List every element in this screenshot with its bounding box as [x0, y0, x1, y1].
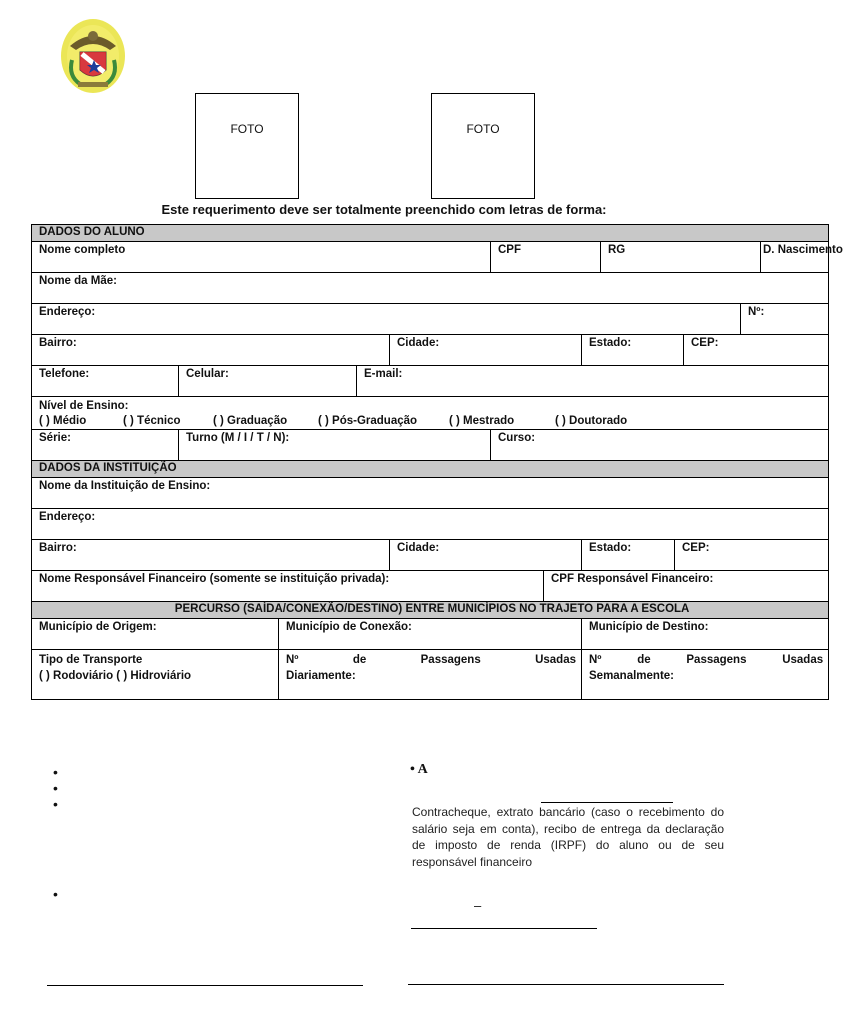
field-cidade[interactable]: Cidade:: [390, 335, 582, 366]
option-medio[interactable]: ( ) Médio: [39, 415, 87, 427]
field-celular[interactable]: Celular:: [179, 366, 357, 397]
signature-line-left[interactable]: [47, 985, 363, 986]
option-pos-graduacao[interactable]: ( ) Pós-Graduação: [318, 415, 418, 427]
field-curso[interactable]: Curso:: [491, 430, 829, 461]
field-municipio-conexao[interactable]: Município de Conexão:: [279, 619, 582, 650]
photo-box-1[interactable]: [195, 93, 299, 199]
required-documents-text: Contracheque, extrato bancário (caso o recebimento do salário seja em conta), recibo de entrega da declaração de imposto de renda (IRPF) do aluno ou de seu responsável financeiro: [412, 805, 724, 869]
field-cpf-responsavel[interactable]: CPF Responsável Financeiro:: [544, 571, 829, 602]
photo-label: FOTO: [230, 122, 264, 136]
registration-form-table: [31, 224, 843, 700]
field-numero[interactable]: Nº:: [741, 304, 829, 335]
state-crest-logo: [58, 16, 128, 96]
field-responsavel-financeiro[interactable]: Nome Responsável Financeiro (somente se instituição privada):: [32, 571, 544, 602]
signature-line-right[interactable]: [408, 984, 724, 985]
passagens-word: Passagens: [420, 654, 481, 666]
field-bairro-instituicao[interactable]: Bairro:: [32, 540, 390, 571]
field-telefone[interactable]: Telefone:: [32, 366, 179, 397]
bullet-1: •: [53, 764, 58, 780]
photo-box-2[interactable]: [431, 93, 535, 199]
field-serie[interactable]: Série:: [32, 430, 179, 461]
signature-line-short: [541, 802, 673, 803]
passagens-word: de: [637, 654, 651, 666]
form-instruction: Este requerimento deve ser totalmente preenchido com letras de forma:: [161, 202, 607, 217]
section-percurso: [32, 602, 829, 619]
field-email[interactable]: E-mail:: [357, 366, 829, 397]
field-passagens-diarias[interactable]: [279, 650, 582, 700]
right-bullet-dot: •: [410, 762, 415, 777]
bullet-3: •: [53, 796, 58, 812]
section-title: PERCURSO (SAÍDA/CONEXÃO/DESTINO) ENTRE MUNICÍPIOS NO TRAJETO PARA A ESCOLA: [32, 602, 829, 619]
passagens-word: de: [352, 654, 367, 666]
date-line: [411, 928, 597, 929]
nivel-ensino-label: Nível de Ensino:: [39, 400, 129, 412]
passagens-semanais-end: Semanalmente:: [589, 670, 675, 682]
field-nome-instituicao[interactable]: Nome da Instituição de Ensino:: [32, 478, 829, 509]
field-tipo-transporte[interactable]: [32, 650, 279, 700]
field-data-nascimento[interactable]: D. Nascimento: [761, 242, 829, 273]
field-estado[interactable]: Estado:: [582, 335, 684, 366]
section-title: DADOS DA INSTITUIÇÃO: [32, 461, 829, 478]
option-graduacao[interactable]: ( ) Graduação: [213, 415, 288, 427]
right-bullet: [410, 762, 428, 778]
field-endereco-instituicao[interactable]: Endereço:: [32, 509, 829, 540]
field-endereco[interactable]: Endereço:: [32, 304, 741, 335]
passagens-diarias-end: Diariamente:: [286, 670, 356, 682]
field-municipio-destino[interactable]: Município de Destino:: [582, 619, 829, 650]
tipo-transporte-options[interactable]: ( ) Rodoviário ( ) Hidroviário: [39, 670, 192, 682]
photo-label: FOTO: [466, 122, 500, 136]
bullet-4: •: [53, 886, 58, 902]
passagens-word: Nº: [286, 654, 299, 666]
passagens-word: Passagens: [686, 654, 747, 666]
field-nome-completo[interactable]: Nome completo: [32, 242, 491, 273]
tipo-transporte-label: Tipo de Transporte: [39, 654, 143, 666]
right-bullet-letter: A: [417, 762, 428, 777]
field-cep[interactable]: CEP:: [684, 335, 829, 366]
passagens-word: Usadas: [782, 654, 824, 666]
field-cep-instituicao[interactable]: CEP:: [675, 540, 829, 571]
bullet-2: •: [53, 780, 58, 796]
option-tecnico[interactable]: ( ) Técnico: [123, 415, 181, 427]
nivel-ensino-options: [39, 414, 825, 429]
field-estado-instituicao[interactable]: Estado:: [582, 540, 675, 571]
field-turno[interactable]: Turno (M / I / T / N):: [179, 430, 491, 461]
field-nome-mae[interactable]: Nome da Mãe:: [32, 273, 829, 304]
field-nivel-ensino: [32, 397, 829, 430]
section-title: DADOS DO ALUNO: [32, 225, 829, 242]
passagens-word: Nº: [589, 654, 602, 666]
dash-mark: –: [474, 898, 482, 913]
field-passagens-semanais[interactable]: [582, 650, 829, 700]
field-rg[interactable]: RG: [601, 242, 761, 273]
field-municipio-origem[interactable]: Município de Origem:: [32, 619, 279, 650]
field-cpf[interactable]: CPF: [491, 242, 601, 273]
section-dados-aluno: [32, 225, 829, 242]
section-dados-instituicao: [32, 461, 829, 478]
field-cidade-instituicao[interactable]: Cidade:: [390, 540, 582, 571]
field-bairro[interactable]: Bairro:: [32, 335, 390, 366]
passagens-word: Usadas: [535, 654, 576, 666]
option-mestrado[interactable]: ( ) Mestrado: [449, 415, 515, 427]
option-doutorado[interactable]: ( ) Doutorado: [555, 415, 628, 427]
